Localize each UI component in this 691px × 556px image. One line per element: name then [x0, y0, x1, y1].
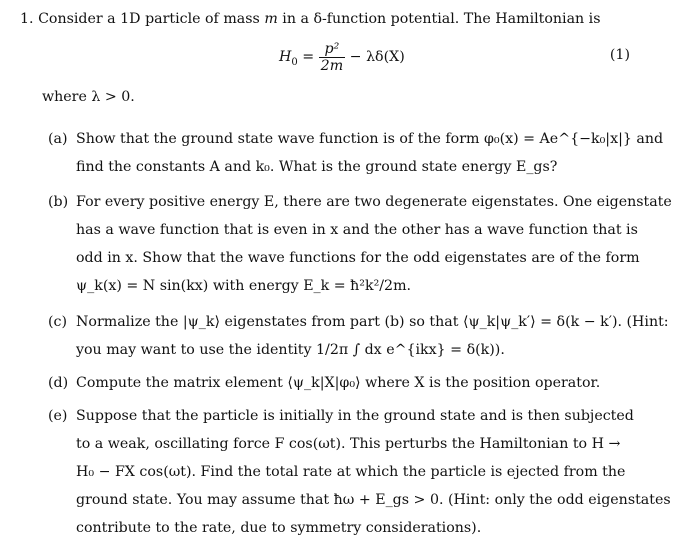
part-c-line-1	[48, 313, 669, 331]
part-e-label: (e)	[48, 408, 68, 424]
part-e-line-4: ground state. You may assume that ħω + E_gs > 0. (Hint: only the odd eigenstates	[76, 492, 671, 508]
part-b-line-3: odd in x. Show that the wave functions for the odd eigenstates are of the form	[76, 250, 640, 266]
problem-number: 1.	[20, 11, 34, 27]
part-e-line-5: contribute to the rate, due to symmetry considerations).	[76, 520, 482, 536]
intro-text-after: in a δ-function potential. The Hamiltonian is	[282, 11, 601, 27]
part-a-label: (a)	[48, 131, 68, 147]
part-a-line-1	[48, 130, 663, 148]
part-d-text-1: Compute the matrix element ⟨ψ_k|X|φ₀⟩ where X is the position operator.	[76, 375, 601, 391]
eq-frac-den: 2m	[320, 57, 344, 74]
mass-symbol: m	[264, 11, 278, 27]
part-c-line-2: you may want to use the identity 1/2π ∫ dx e^{ikx} = δ(k)).	[76, 342, 505, 358]
eq-rhs: − λδ(X)	[349, 49, 405, 65]
part-d-line-1	[48, 374, 600, 392]
part-c-label: (c)	[48, 314, 68, 330]
part-b-line-1	[48, 193, 672, 211]
part-a-line-2: find the constants A and k₀. What is the ground state energy E_gs?	[76, 159, 558, 175]
part-e-text-1: Suppose that the particle is initially in the ground state and is then subjected	[76, 408, 634, 424]
part-b-line-4: ψ_k(x) = N sin(kx) with energy E_k = ħ²k²/2m.	[76, 278, 412, 294]
eq-fraction	[319, 41, 345, 74]
part-a-text-1: Show that the ground state wave function is of the form φ₀(x) = Ae^{−k₀|x|} and	[76, 131, 664, 147]
part-b-line-2: has a wave function that is even in x and the other has a wave function that is	[76, 222, 638, 238]
part-e-line-3: H₀ − FX cos(ωt). Find the total rate at which the particle is ejected from the	[76, 464, 626, 480]
part-d-label: (d)	[48, 375, 69, 391]
problem-intro	[20, 10, 601, 28]
eq-lhs: H	[279, 49, 292, 65]
eq-lhs-sub: 0	[291, 56, 298, 68]
eq-frac-num: p²	[319, 41, 345, 58]
part-b-text-1: For every positive energy E, there are two degenerate eigenstates. One eigenstate	[76, 194, 672, 210]
part-e-line-2: to a weak, oscillating force F cos(ωt). This perturbs the Hamiltonian to H →	[76, 436, 621, 452]
intro-text-before: Consider a 1D particle of mass	[38, 11, 260, 27]
equation-number: (1)	[609, 47, 630, 63]
hamiltonian-equation	[279, 40, 405, 74]
where-line: where λ > 0.	[42, 89, 135, 105]
eq-equals: =	[302, 49, 315, 65]
part-c-text-1: Normalize the |ψ_k⟩ eigenstates from part (b) so that ⟨ψ_k|ψ_k′⟩ = δ(k − k′). (Hint:	[76, 314, 669, 330]
part-b-label: (b)	[48, 194, 69, 210]
part-e-line-1	[48, 407, 634, 425]
